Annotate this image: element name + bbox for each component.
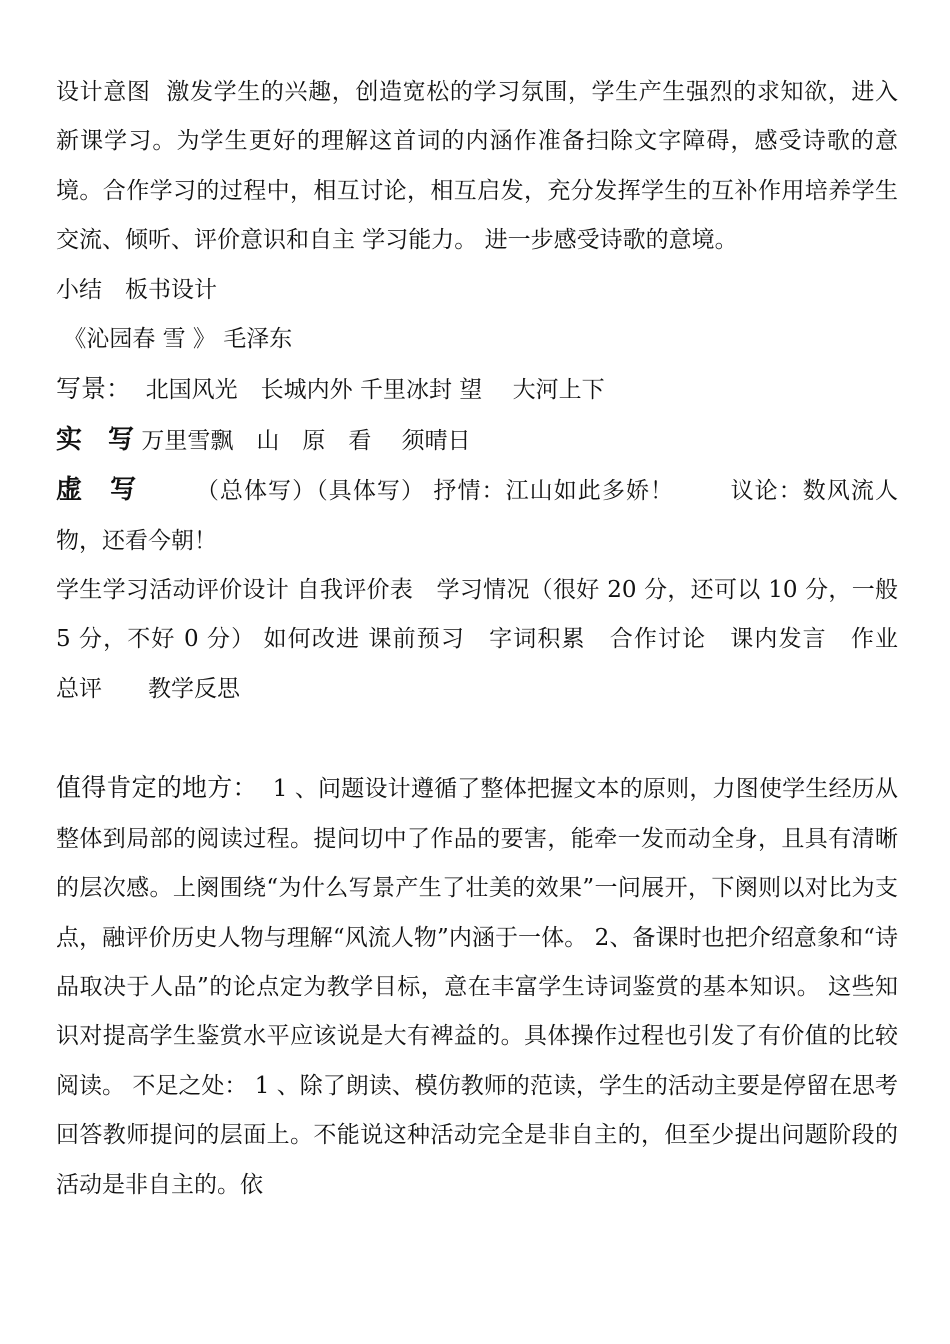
board-row1-label: 写景：: [56, 374, 132, 404]
design-intent-text: 激发学生的兴趣，创造宽松的学习氛围，学生产生强烈的求知欲，进入新课学习。为学生更好的理解这首词的内涵作准备扫除文字障碍，感受诗歌的意境。合作学习的过程中，相互讨论，相互启发，充分发挥学生的互补作用培养学生交流、倾听、评价意识和自主 学习能力。 进一步感受诗歌的意境。: [56, 79, 899, 254]
board-row-virtual: [56, 466, 898, 566]
reflection-text: 1 、问题设计遵循了整体把握文本的原则，力图使学生经历从整体到局部的阅读过程。提问切中了作品的要害，能牵一发而动全身，且具有清晰的层次感。上阕围绕“为什么写景产生了壮美的效果”一问展开，下阕则以对比为支点，融评价历史人物与理解“风流人物”内涵于一体。 2、备课时也把介绍意象和“诗品取决于人品”的论点定为教学目标，意在丰富学生诗词鉴赏的基本知识。 这些知识对提高学生鉴赏水平应该说是大有裨益的。具体操作过程也引发了有价值的比较阅读。 不足之处： 1 、除了朗读、模仿教师的范读，学生的活动主要是停留在思考回答教师提问的层面上。不能说这种活动完全是非自主的，但至少提出问题阶段的活动是非自主的。依: [56, 776, 898, 1198]
evaluation-paragraph: 学生学习活动评价设计 自我评价表 学习情况（很好 20 分，还可以 10 分，一般 5 分，不好 0 分） 如何改进 课前预习 字词积累 合作讨论 课内发言 作业 总评 教学反思: [56, 577, 921, 702]
board-row-real: [56, 416, 898, 466]
summary-heading: 小结 板书设计: [56, 276, 217, 303]
board-title: 《沁园春 雪 》 毛泽东: [63, 326, 293, 353]
board-row1-text: 北国风光 长城内外 千里冰封 望 大河上下: [145, 377, 605, 404]
reflection-label: 值得肯定的地方：: [56, 773, 258, 803]
board-row3-text: （总体写）（具体写） 抒情：江山如此多娇！ 议论：数风流人物，还看今朝！: [56, 478, 898, 554]
document-page: [56, 68, 921, 1210]
board-row2-label: 实 写: [56, 424, 135, 455]
reflection-paragraph: [56, 763, 898, 1210]
board-title-line: [56, 315, 898, 364]
board-row2-text: 万里雪飘 山 原 看 须晴日: [141, 427, 471, 454]
board-row-scenery: [56, 364, 898, 415]
board-row3-label: 虚 写: [56, 475, 138, 506]
design-intent-paragraph: [56, 68, 898, 266]
design-intent-label: 设计意图: [56, 79, 151, 105]
paragraph-gap: [56, 714, 898, 763]
